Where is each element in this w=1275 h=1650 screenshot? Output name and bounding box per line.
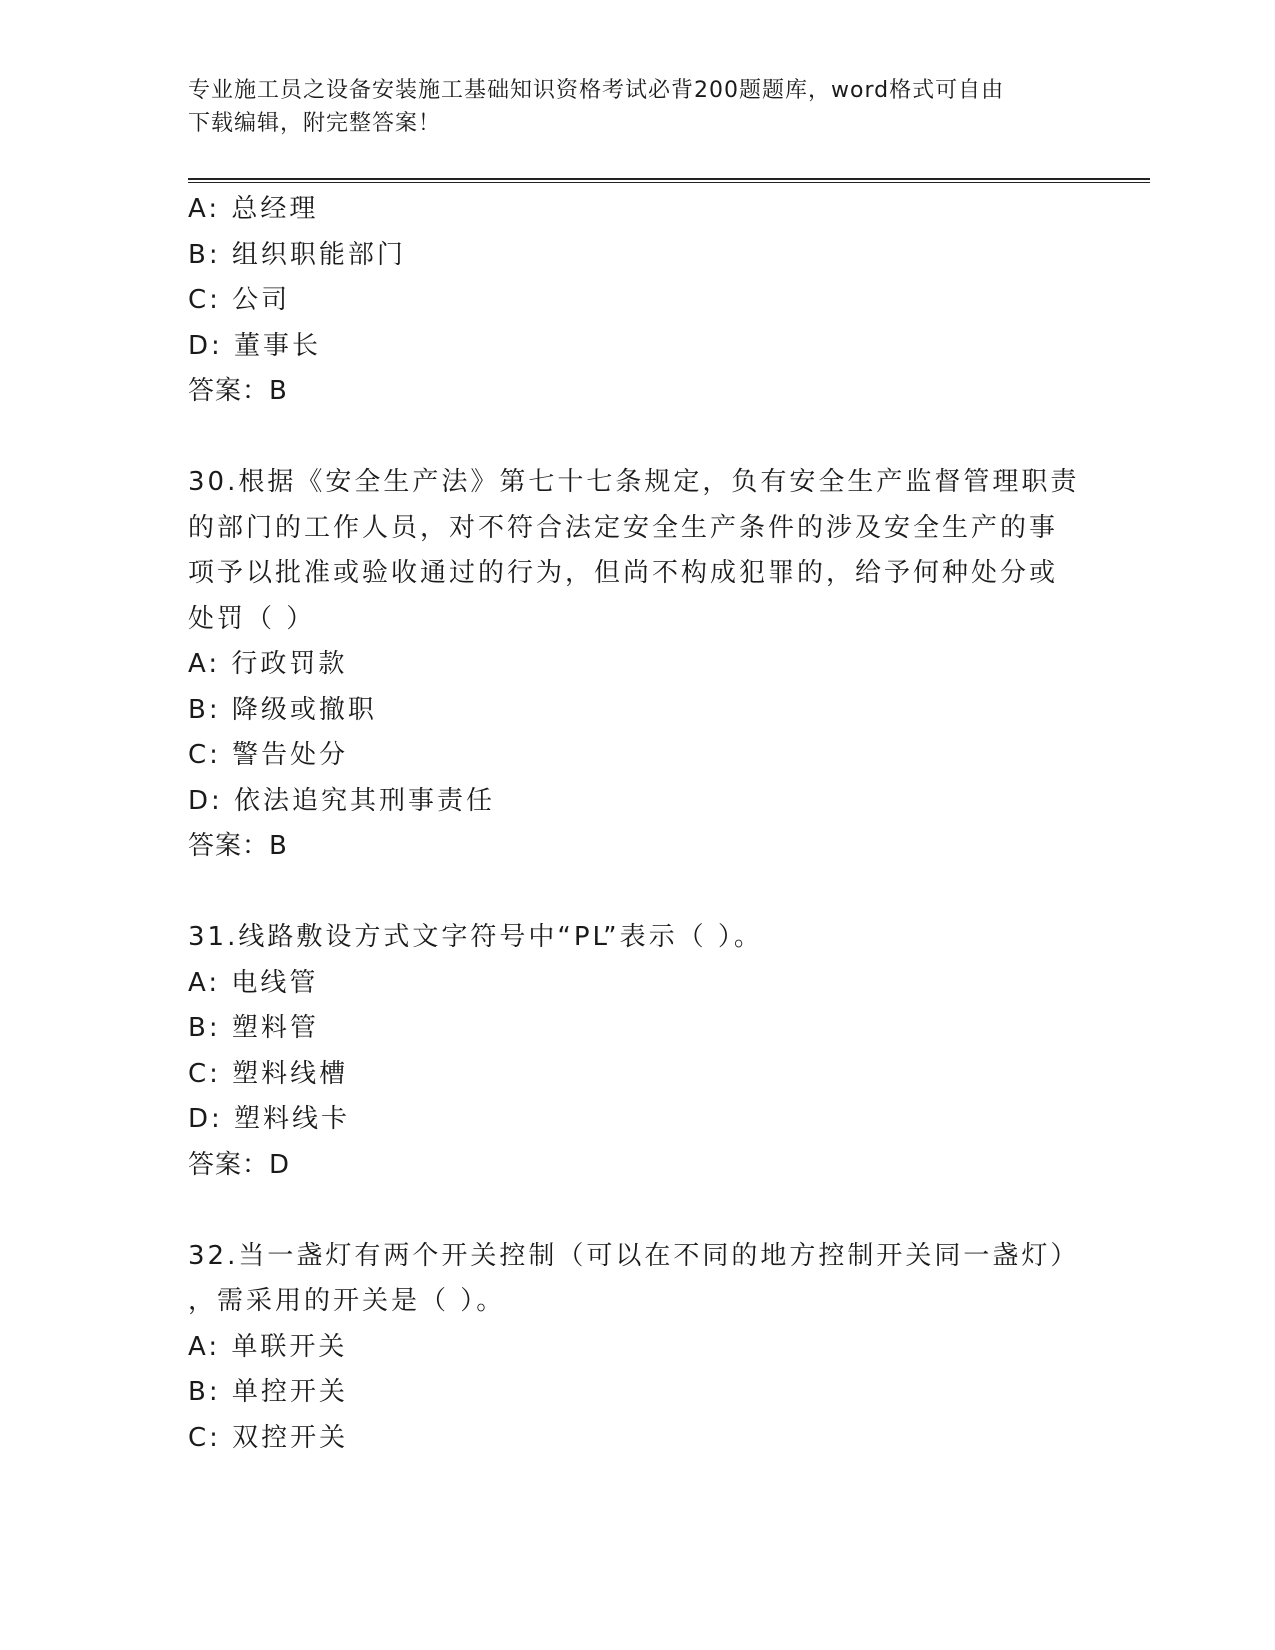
question-text: 处罚（ ）	[188, 603, 316, 634]
option-c: C: 塑料线槽	[188, 1058, 349, 1089]
question-32	[188, 1234, 1088, 1462]
option-a: A: 总经理	[188, 194, 319, 224]
header-divider-thick	[188, 178, 1150, 180]
spacer	[188, 1188, 1088, 1234]
spacer	[188, 415, 1088, 461]
header-line-2: 下载编辑，附完整答案！	[188, 111, 442, 136]
document-header	[188, 74, 1068, 140]
question-text: 30.根据《安全生产法》第七十七条规定，负有安全生产监督管理职责	[188, 467, 1080, 497]
question-list	[188, 187, 1088, 1461]
question-29	[188, 187, 1088, 415]
option-b: B: 组织职能部门	[188, 239, 406, 270]
option-a: A: 行政罚款	[188, 649, 348, 679]
option-b: B: 单控开关	[188, 1377, 348, 1407]
answer: 答案：D	[188, 1149, 291, 1180]
option-c: C: 公司	[188, 285, 291, 315]
option-d: D: 塑料线卡	[188, 1104, 351, 1134]
header-divider-thin	[188, 182, 1150, 183]
answer: 答案：B	[188, 831, 288, 861]
question-text: 31.线路敷设方式文字符号中“PL”表示（ ）。	[188, 922, 763, 952]
option-a: A: 单联开关	[188, 1331, 348, 1362]
question-text: 项予以批准或验收通过的行为，但尚不构成犯罪的，给予何种处分或	[188, 558, 1059, 588]
question-30	[188, 460, 1088, 870]
spacer	[188, 870, 1088, 916]
option-d: D: 董事长	[188, 330, 322, 361]
option-d: D: 依法追究其刑事责任	[188, 785, 496, 816]
question-text: ，需采用的开关是（ ）。	[188, 1286, 506, 1316]
option-c: C: 警告处分	[188, 740, 349, 770]
answer: 答案：B	[188, 376, 288, 406]
option-b: B: 塑料管	[188, 1013, 319, 1043]
question-text: 32.当一盏灯有两个开关控制（可以在不同的地方控制开关同一盏灯）	[188, 1240, 1080, 1271]
question-31	[188, 915, 1088, 1188]
header-line-1: 专业施工员之设备安装施工基础知识资格考试必背200题题库，word格式可自由	[188, 78, 1005, 103]
option-b: B: 降级或撤职	[188, 694, 377, 725]
question-text: 的部门的工作人员，对不符合法定安全生产条件的涉及安全生产的事	[188, 512, 1059, 543]
option-a: A: 电线管	[188, 967, 319, 998]
option-c: C: 双控开关	[188, 1422, 349, 1453]
